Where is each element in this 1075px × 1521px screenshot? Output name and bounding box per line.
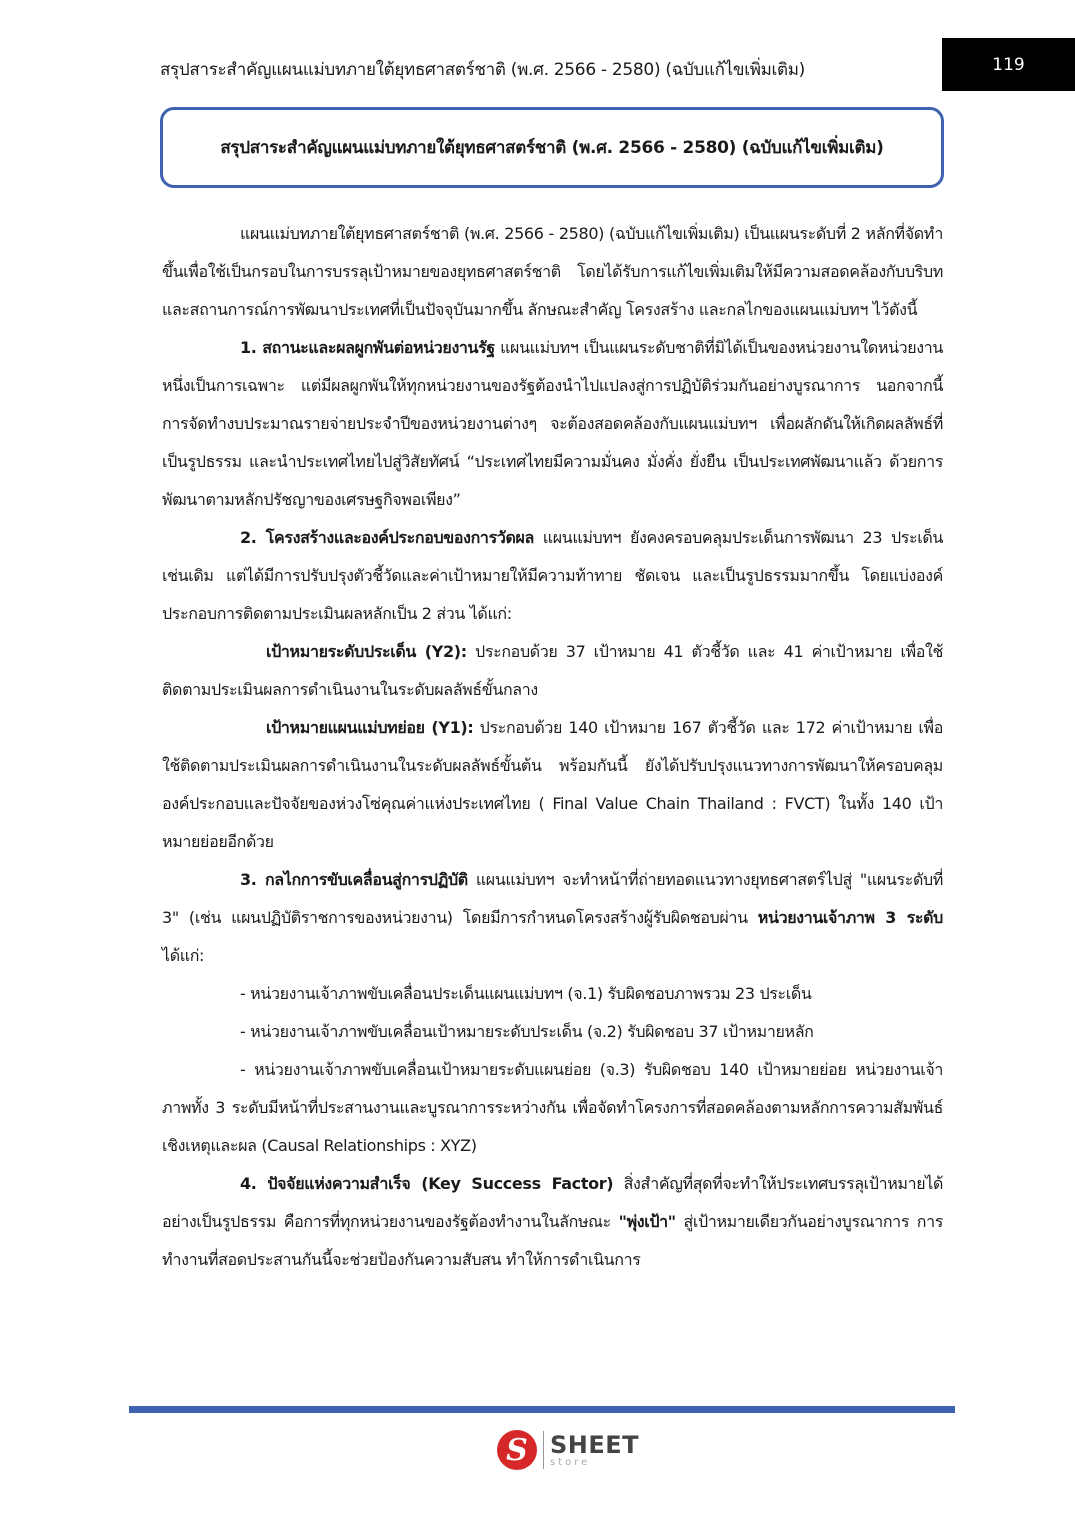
logo-text [550,1430,640,1468]
y2-heading: เป้าหมายระดับประเด็น (Y2): [266,642,467,661]
y1-text: ประกอบด้วย 140 เป้าหมาย 167 ตัวชี้วัด และ 172 ค่าเป้าหมาย เพื่อใช้ติดตามประเมินผลการดำเนินงานในระดับผลลัพธ์ขั้นต้น พร้อมกันนี้ ยังได้ปรับปรุงแนวทางการพัฒนาให้ครอบคลุมองค์ประกอบและปัจจัยของห่วงโซ่คุณค่าแห่งประเทศไทย ( Final Value Chain Thailand : FVCT) ในทั้ง 140 เป้าหมายย่อยอีกด้วย [162,718,943,851]
logo-word: SHEET [550,1430,640,1459]
y2-paragraph [162,633,943,709]
section-3-paragraph [162,861,943,975]
bullet-3: - หน่วยงานเจ้าภาพขับเคลื่อนเป้าหมายระดับแผนย่อย (จ.3) รับผิดชอบ 140 เป้าหมายย่อย หน่วยงานเจ้าภาพทั้ง 3 ระดับมีหน้าที่ประสานงานและบูรณาการระหว่างกัน เพื่อจัดทำโครงการที่สอดคล้องตามหลักการความสัมพันธ์เชิงเหตุและผล (Causal Relationships : XYZ) [162,1060,943,1155]
section-4-text-b: สู่เป้าหมายเดียวกันอย่างบูรณาการ การทำงานที่สอดประสานกันนี้จะช่วยป้องกันความสับสน ทำให้การดำเนินการ [162,1212,943,1269]
bullet-1: - หน่วยงานเจ้าภาพขับเคลื่อนประเด็นแผนแม่บทฯ (จ.1) รับผิดชอบภาพรวม 23 ประเด็น [240,984,812,1003]
running-header: สรุปสาระสำคัญแผนแม่บทภายใต้ยุทธศาสตร์ชาติ (พ.ศ. 2566 - 2580) (ฉบับแก้ไขเพิ่มเติม) [159,60,806,80]
section-4-text-a: สิ่งสำคัญที่สุดที่จะทำให้ประเทศบรรลุเป้าหมายได้อย่างเป็นรูปธรรม คือการที่ทุกหน่วยงานของรัฐต้องทำงานในลักษณะ [162,1174,944,1231]
section-2-text: แผนแม่บทฯ ยังคงครอบคลุมประเด็นการพัฒนา 23 ประเด็นเช่นเดิม แต่ได้มีการปรับปรุงตัวชี้วัดและค่าเป้าหมายให้มีความท้าทาย ชัดเจน และเป็นรูปธรรมมากขึ้น โดยแบ่งองค์ประกอบการติดตามประเมินผลหลักเป็น 2 ส่วน ได้แก่: [162,528,944,623]
page-number: 119 [942,38,1075,91]
section-1-text: แผนแม่บทฯ เป็นแผนระดับชาติที่มิได้เป็นของหน่วยงานใดหน่วยงานหนึ่งเป็นการเฉพาะ แต่มีผลผูกพันให้ทุกหน่วยงานของรัฐต้องนำไปแปลงสู่การปฏิบัติร่วมกันอย่างบูรณาการ นอกจากนี้ การจัดทำงบประมาณรายจ่ายประจำปีของหน่วยงานต่างๆ จะต้องสอดคล้องกับแผนแม่บทฯ เพื่อผลักดันให้เกิดผลลัพธ์ที่เป็นรูปธรรม และนำประเทศไทยไปสู่วิสัยทัศน์ “ประเทศไทยมีความมั่นคง มั่งคั่ง ยั่งยืน เป็นประเทศพัฒนาแล้ว ด้วยการพัฒนาตามหลักปรัชญาของเศรษฐกิจพอเพียง” [162,338,943,509]
section-2-heading: 2. โครงสร้างและองค์ประกอบของการวัดผล [240,528,534,547]
section-2-paragraph [162,519,943,633]
section-3-text-b: ได้แก่: [162,946,205,965]
section-1-paragraph [162,329,943,519]
section-3-heading: 3. กลไกการขับเคลื่อนสู่การปฏิบัติ [240,870,468,889]
logo-divider [543,1431,544,1469]
section-title-box [160,107,944,188]
bullet-2: - หน่วยงานเจ้าภาพขับเคลื่อนเป้าหมายระดับประเด็น (จ.2) รับผิดชอบ 37 เป้าหมายหลัก [240,1022,814,1041]
sheet-store-logo [497,1428,639,1472]
body-content [162,215,943,1279]
logo-s-icon: S [497,1430,537,1470]
section-1-heading: 1. สถานะและผลผูกพันต่อหน่วยงานรัฐ [240,338,495,357]
logo-sub: store [550,1456,591,1468]
section-3-text-a: แผนแม่บทฯ จะทำหน้าที่ถ่ายทอดแนวทางยุทธศาสตร์ไปสู่ "แผนระดับที่ 3" (เช่น แผนปฏิบัติราชการของหน่วยงาน) โดยมีการกำหนดโครงสร้างผู้รับผิดชอบผ่าน [162,870,943,927]
section-4-paragraph [162,1165,943,1279]
y2-text: ประกอบด้วย 37 เป้าหมาย 41 ตัวชี้วัด และ 41 ค่าเป้าหมาย เพื่อใช้ติดตามประเมินผลการดำเนินงานในระดับผลลัพธ์ขั้นกลาง [162,642,944,699]
section-4-heading: 4. ปัจจัยแห่งความสำเร็จ (Key Success Factor) [240,1174,614,1193]
section-title: สรุปสาระสำคัญแผนแม่บทภายใต้ยุทธศาสตร์ชาติ (พ.ศ. 2566 - 2580) (ฉบับแก้ไขเพิ่มเติม) [220,138,884,158]
intro-paragraph: แผนแม่บทภายใต้ยุทธศาสตร์ชาติ (พ.ศ. 2566 - 2580) (ฉบับแก้ไขเพิ่มเติม) เป็นแผนระดับที่ 2 หลักที่จัดทำขึ้นเพื่อใช้เป็นกรอบในการบรรลุเป้าหมายของยุทธศาสตร์ชาติ โดยได้รับการแก้ไขเพิ่มเติมให้มีความสอดคล้องกับบริบทและสถานการณ์การพัฒนาประเทศที่เป็นปัจจุบันมากขึ้น ลักษณะสำคัญ โครงสร้าง และกลไกของแผนแม่บทฯ ไว้ดังนี้ [162,224,943,319]
y1-paragraph [162,709,943,861]
footer-rule [129,1406,955,1413]
section-3-bold: หน่วยงานเจ้าภาพ 3 ระดับ [757,908,943,927]
section-4-bold: "พุ่งเป้า" [618,1212,676,1231]
y1-heading: เป้าหมายแผนแม่บทย่อย (Y1): [266,718,474,737]
